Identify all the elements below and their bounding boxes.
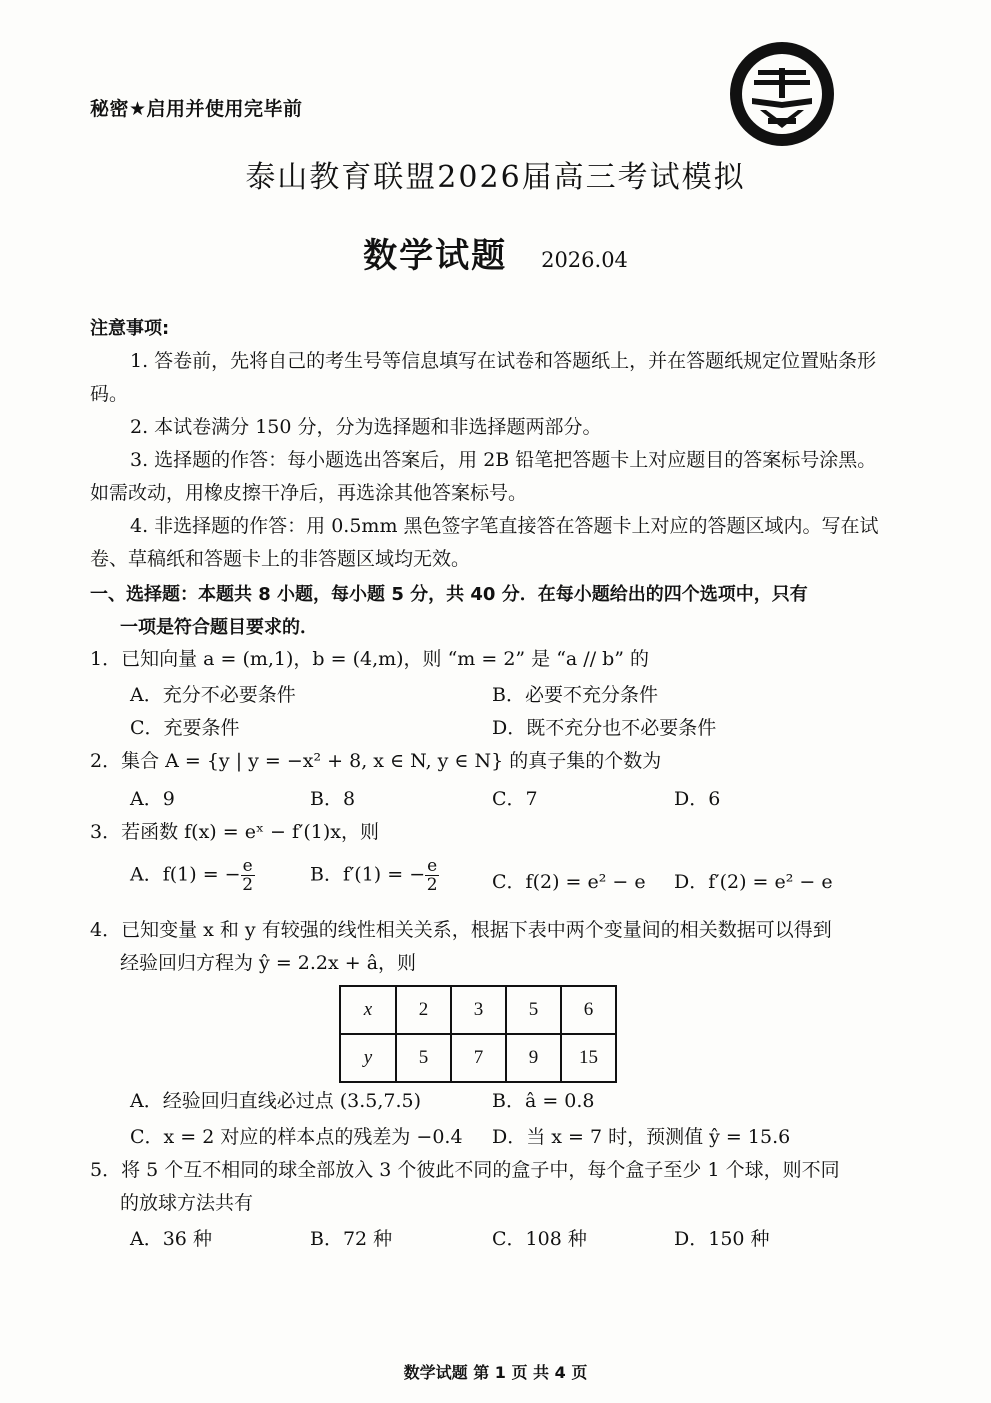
table-cell: 9 <box>506 1034 561 1082</box>
table-cell: 5 <box>396 1034 451 1082</box>
option-a: A．经验回归直线必过点 (3.5,7.5) <box>130 1090 422 1112</box>
question-stem: 4．已知变量 x 和 y 有较强的线性相关关系，根据下表中两个变量间的相关数据可以得到 <box>90 919 832 941</box>
notice-item: 2. 本试卷满分 150 分，分为选择题和非选择题两部分。 <box>130 416 602 438</box>
option-d: D．150 种 <box>674 1228 770 1250</box>
school-emblem-logo <box>728 40 836 148</box>
fraction-denominator: 2 <box>242 875 254 895</box>
option-c: C．x = 2 对应的样本点的残差为 −0.4 <box>130 1126 463 1148</box>
fraction-denominator: 2 <box>426 875 438 895</box>
option-c: C．7 <box>492 788 538 810</box>
option-c: C．充要条件 <box>130 717 240 739</box>
question-2 <box>90 745 880 778</box>
notice-section <box>90 312 880 576</box>
option-c: C．f(2) = e² − e <box>492 871 646 893</box>
exam-subtitle <box>0 228 991 277</box>
notice-item: 4. 非选择题的作答：用 0.5mm 黑色签字笔直接答在答题卡上对应的答题区域内。写在试卷、草稿纸和答题卡上的非答题区域均无效。 <box>90 515 879 570</box>
option-b: B．72 种 <box>310 1228 393 1250</box>
question-stem-continued: 的放球方法共有 <box>120 1192 254 1214</box>
table-cell: 3 <box>451 986 506 1034</box>
section-heading <box>90 578 880 644</box>
option-b-prefix: B．f′(1) = − <box>310 863 426 886</box>
question-stem: 1．已知向量 a = (m,1)，b = (4,m)，则 “m = 2” 是 “a // b” 的 <box>90 648 650 670</box>
table-header-cell: y <box>340 1034 396 1082</box>
table-cell: 2 <box>396 986 451 1034</box>
section-heading-line: 一项是符合题目要求的． <box>120 617 318 638</box>
option-a: A．充分不必要条件 <box>130 684 296 706</box>
table-cell: 7 <box>451 1034 506 1082</box>
option-b: B．â = 0.8 <box>492 1090 595 1112</box>
question-3 <box>90 816 880 849</box>
option-d: D．既不充分也不必要条件 <box>492 717 717 739</box>
table-cell: 15 <box>561 1034 616 1082</box>
option-a <box>130 857 255 894</box>
option-b: B．必要不充分条件 <box>492 684 658 706</box>
confidential-label: 秘密★启用并使用完毕前 <box>90 98 303 120</box>
table-row <box>340 1034 616 1082</box>
fraction <box>241 857 255 894</box>
table-cell: 6 <box>561 986 616 1034</box>
table-row <box>340 986 616 1034</box>
question-stem: 2．集合 A = {y | y = −x² + 8, x ∈ N, y ∈ N} 的真子集的个数为 <box>90 750 662 772</box>
option-b <box>310 857 439 894</box>
fraction-numerator: e <box>242 856 253 876</box>
option-c: C．108 种 <box>492 1228 587 1250</box>
table-cell: 5 <box>506 986 561 1034</box>
option-d: D．当 x = 7 时，预测值 ŷ = 15.6 <box>492 1126 791 1148</box>
fraction-numerator: e <box>427 856 438 876</box>
fraction <box>425 857 439 894</box>
question-stem: 3．若函数 f(x) = eˣ − f′(1)x，则 <box>90 821 379 843</box>
option-a: A．36 种 <box>130 1228 212 1250</box>
exam-date: 2026.04 <box>541 248 628 272</box>
notice-item: 3. 选择题的作答：每小题选出答案后，用 2B 铅笔把答题卡上对应题目的答案标号涂黑。如需改动，用橡皮擦干净后，再选涂其他答案标号。 <box>90 449 877 504</box>
question-4 <box>90 914 880 980</box>
notice-heading: 注意事项: <box>90 318 170 339</box>
section-heading-line: 一、选择题：本题共 8 小题，每小题 5 分，共 40 分．在每小题给出的四个选项中，只有 <box>90 584 808 605</box>
data-table <box>339 985 617 1083</box>
option-d: D．f′(2) = e² − e <box>674 871 833 893</box>
option-b: B．8 <box>310 788 356 810</box>
question-stem: 5．将 5 个互不相同的球全部放入 3 个彼此不同的盒子中，每个盒子至少 1 个球，则不同 <box>90 1159 840 1181</box>
page-footer: 数学试题 第 1 页 共 4 页 <box>403 1363 588 1382</box>
option-a: A．9 <box>130 788 175 810</box>
table-header-cell: x <box>340 986 396 1034</box>
exam-title: 泰山教育联盟2026届高三考试模拟 <box>245 160 746 195</box>
option-d: D．6 <box>674 788 721 810</box>
option-a-prefix: A．f(1) = − <box>130 863 241 886</box>
notice-item: 1. 答卷前，先将自己的考生号等信息填写在试卷和答题纸上，并在答题纸规定位置贴条形码。 <box>90 350 877 405</box>
question-5 <box>90 1154 880 1220</box>
question-stem-continued: 经验回归方程为 ŷ = 2.2x + â，则 <box>120 952 417 974</box>
question-1 <box>90 643 880 676</box>
subject-name: 数学试题 <box>363 236 508 276</box>
